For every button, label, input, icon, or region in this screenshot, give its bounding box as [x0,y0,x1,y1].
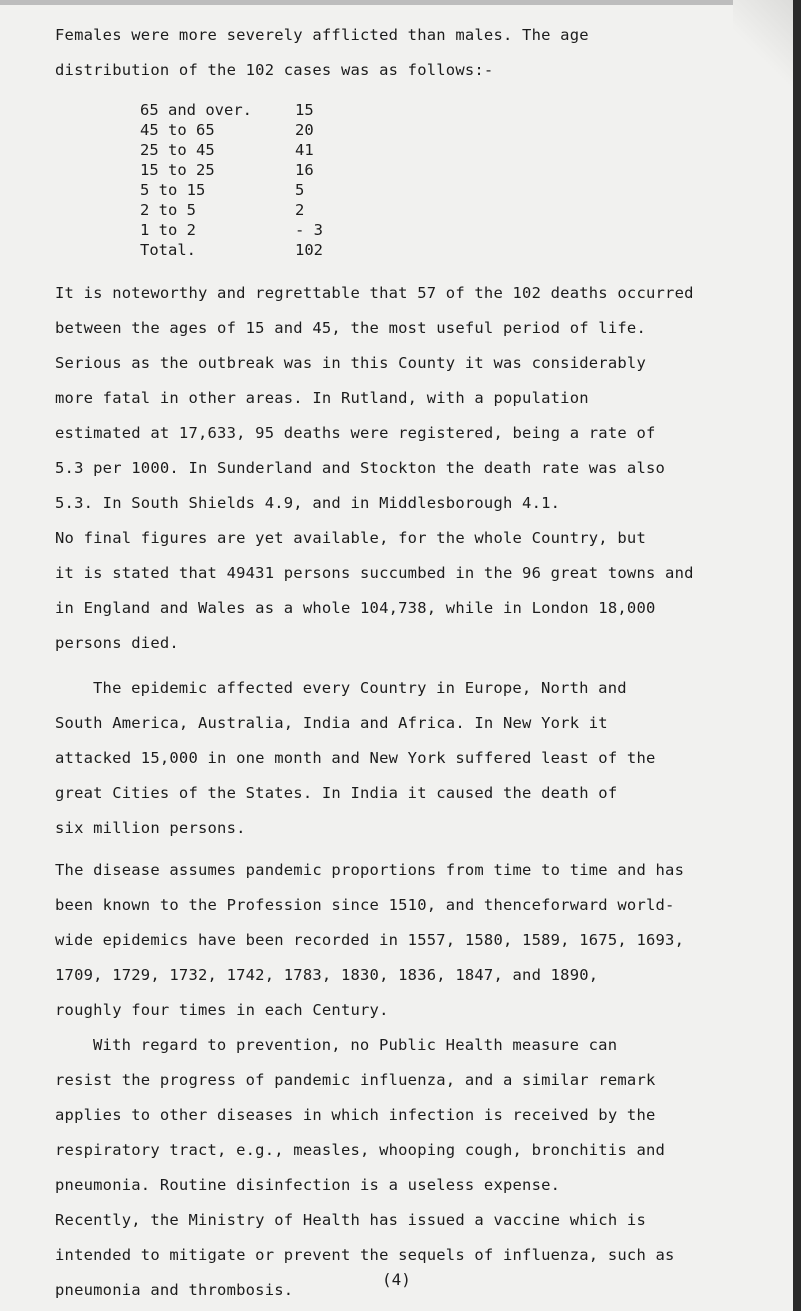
age-range: 5 to 15 [140,181,206,199]
body-line: 1709, 1729, 1732, 1742, 1783, 1830, 1836, 1847, and 1890, [55,966,599,984]
body-line: intended to mitigate or prevent the sequels of influenza, such as [55,1246,675,1264]
body-line: applies to other diseases in which infection is received by the [55,1106,656,1124]
body-line: more fatal in other areas. In Rutland, with a population [55,389,589,407]
body-line: respiratory tract, e.g., measles, whooping cough, bronchitis and [55,1141,666,1159]
body-line: persons died. [55,634,179,652]
page-corner-shadow [733,0,793,90]
intro-line: Females were more severely afflicted than males. The age [55,26,589,44]
age-range: 1 to 2 [140,221,196,239]
body-line: pneumonia and thrombosis. [55,1281,294,1299]
body-line: wide epidemics have been recorded in 1557, 1580, 1589, 1675, 1693, [55,931,685,949]
body-line: No final figures are yet available, for the whole Country, but [55,529,646,547]
age-count: 15 [295,101,314,119]
body-line: pneumonia. Routine disinfection is a useless expense. [55,1176,561,1194]
page-number: (4) [382,1270,411,1289]
body-line: it is stated that 49431 persons succumbed in the 96 great towns and [55,564,694,582]
body-line: roughly four times in each Century. [55,1001,389,1019]
body-line: It is noteworthy and regrettable that 57 of the 102 deaths occurred [55,284,694,302]
age-count: - 3 [295,221,323,239]
body-line: estimated at 17,633, 95 deaths were registered, being a rate of [55,424,656,442]
age-range: 65 and over. [140,101,252,119]
age-total-count: 102 [295,241,323,259]
body-line: South America, Australia, India and Africa. In New York it [55,714,608,732]
body-line: been known to the Profession since 1510, and thenceforward world- [55,896,675,914]
age-range: 25 to 45 [140,141,215,159]
age-count: 5 [295,181,305,199]
age-total-label: Total. [140,241,196,259]
body-line: Serious as the outbreak was in this County it was considerably [55,354,646,372]
age-count: 2 [295,201,305,219]
body-line: resist the progress of pandemic influenza, and a similar remark [55,1071,656,1089]
body-line: great Cities of the States. In India it caused the death of [55,784,618,802]
body-line: With regard to prevention, no Public Health measure can [93,1036,618,1054]
scan-right-edge [793,0,801,1311]
body-line: 5.3 per 1000. In Sunderland and Stockton the death rate was also [55,459,666,477]
intro-line: distribution of the 102 cases was as follows:- [55,61,494,79]
body-line: Recently, the Ministry of Health has issued a vaccine which is [55,1211,646,1229]
scan-top-edge [0,0,801,5]
body-line: six million persons. [55,819,246,837]
body-line: The disease assumes pandemic proportions from time to time and has [55,861,685,879]
age-range: 15 to 25 [140,161,215,179]
age-count: 41 [295,141,314,159]
body-line: 5.3. In South Shields 4.9, and in Middlesborough 4.1. [55,494,561,512]
age-count: 20 [295,121,314,139]
body-line: attacked 15,000 in one month and New York suffered least of the [55,749,656,767]
body-line: between the ages of 15 and 45, the most useful period of life. [55,319,646,337]
age-range: 2 to 5 [140,201,196,219]
body-line: in England and Wales as a whole 104,738, while in London 18,000 [55,599,656,617]
age-count: 16 [295,161,314,179]
body-line: The epidemic affected every Country in Europe, North and [93,679,627,697]
age-range: 45 to 65 [140,121,215,139]
